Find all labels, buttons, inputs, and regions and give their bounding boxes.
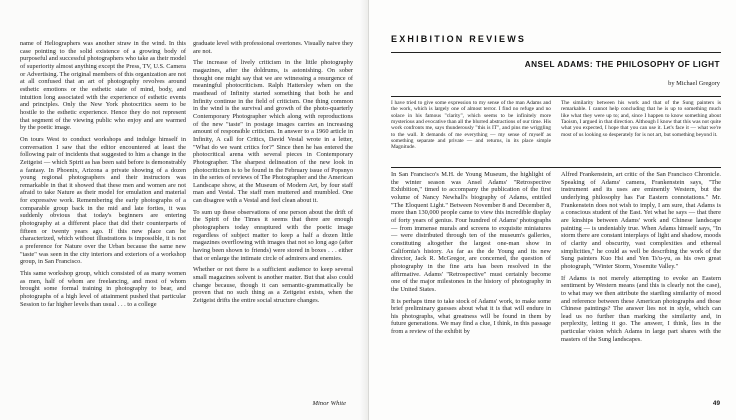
- gutter-shadow: [360, 0, 368, 420]
- section-header: EXHIBITION REVIEWS: [391, 34, 527, 44]
- intro-top-rule: [391, 96, 721, 97]
- header-rule: [391, 52, 721, 53]
- paragraph: To sum up these observations of one person about the drift of the Spirit of the Times it seems that there are enough photographers today enraptured with the poetic image regardless of subject matter to keep a half a dozen little magazines overflowing with images that not so long ago (after having been shown to friends) were stored in boxes . . . either that or enlarge the intimate circle of admirers and enemies.: [193, 208, 353, 262]
- intro-column-1: I have tried to give some expression to my sense of the man Adams and the work, which is largely one of almost terror. I find no refuge and no solace in his famous "clarity", which seems to be infinitely more mysterious and evocative than all the blurred abstractions of our time. His work confronts me, says thunderously "this is IT", and pins me wriggling to the wall. It demands of me everything — my sense of myself as something separate and private — and returns, in its place simple Magnitude.: [391, 100, 551, 151]
- paragraph: If Adams is not merely attempting to evoke an Eastern sentiment by Western means (and this is clearly not the case), to what may we then attribute the startling similarity of mood and reference between these American photographs and those Chinese paintings? The answer lies not in style, which can lead us no further than marking the similarity and, in perplexity, letting it go. The answer, I think, lies in the particular vision which Adams in large part shares with the masters of the Sung landscapes.: [561, 274, 721, 343]
- byline: by Michael Gregory: [668, 80, 720, 87]
- article-title: ANSEL ADAMS: THE PHILOSOPHY OF LIGHT: [524, 60, 720, 69]
- left-column-1: [20, 40, 186, 310]
- intro-bottom-rule: [391, 167, 721, 168]
- paragraph: Whether or not there is a sufficient audience to keep several small magazines solvent is another matter. But that also could change because, though it can semantic-grammatically be proven that no such thing as a Zeitgeist exists, when the Zeitgeist drifts the entire social structure changes.: [193, 266, 353, 304]
- right-column-2: [561, 171, 721, 345]
- paragraph: Alfred Frankenstein, art critic of the San Francisco Chronicle. Speaking of Adams' camera, Frankenstein says, "The instrument and its uses are eminently Western, but the underlying philosophy has Far Eastern connotations." Mr. Frankenstein does not wish to imply, I am sure, that Adams is a conscious student of the East. Yet what he says — that there are kinships between Adams' work and Chinese landscape painting — is undeniably true. When Adams himself says, "In storm there are constant interplays of light and shadow, moods of clarity and obscurity, vast complexities and ethereal simplicities," he could as well be describing the work of the Sung painters Kuo Hsi and Yen Ts'u-yu, as his own great photograph, "Winter Storm, Yosemite Valley.": [561, 171, 721, 270]
- paragraph: This same workshop group, which consisted of as many women as men, half of whom are freelancing, and most of whom brought some formal training in photography to bear, and photographs of a high level of attainment pushed that particular Session to far higher levels than usual . . . to a college: [20, 270, 186, 308]
- paragraph: On tours West to conduct workshops and indulge himself in conversation I saw that the editor encountered at least the following pair of incidents that suggested to him a change in the Zeitgeist — which Spirit as has been said before is demonstrably a fantasy. In Phoenix, Arizona a private showing of a dozen young regional photographers and their instructors was remarkable in that it showed that these men and women are not afraid to take Nature as their model for emulation and material for expressive work. Remembering the early photographs of a comparable group back in the mid and late forties, it was suddenly obvious that today's beginners are entering photography at a different place that did their counterparts of fifteen or twenty years ago. If this new place can be characterized, which without illustrations is impossible, it is not a preference for Nature over the Urban because the same new "taste" was seen in the city interiors and exteriors of a workshop group, in San Francisco.: [20, 135, 186, 266]
- paragraph: graduate level with professional overtones. Visually naive they are not.: [193, 40, 353, 55]
- right-column-1: [391, 171, 551, 338]
- left-column-2: [193, 40, 353, 307]
- paragraph: name of Heliographers was another straw in the wind. In this case pointing to the solid existence of a growing body of purposeful and successful photographers who take as their model of superiority almost anything except the Press, TV, U.S. Camera or Advertising. The original members of this organization are not at all confused that an art of photography revolves around esthetic emotions or the esthetic state of mind, body, and intuition long associated with the experience of esthetic events and principles. Only the New York photocritics seem to be hostile to the esthetic experience. Hence they do not represent that segment of the viewing public who enjoy and are warmed by the poetic image.: [20, 40, 186, 132]
- paragraph: In San Francisco's M.H. de Young Museum, the highlight of the winter season was Ansel Adams' "Retrospective Exhibition," timed to accompany the publication of the first volume of Nancy Newhall's biography of Adams, entitled "The Eloquent Light." Between November 8 and December 8, more than 130,000 people came to view this incredible display of forty years of genius. Four hundred of Adams' photographs — from immense murals and screens to exquisite miniatures — were distributed through ten of the museum's galleries, constituting altogether the largest one-man show in California's history. As far as the de Young and its new director, Jack R. McGregor, are concerned, the question of photography in the fine arts has been resolved in the affirmative. Adams' "Retrospective" must certainly become one of the major milestones in the history of photography in the United States.: [391, 171, 551, 293]
- page-number: 49: [712, 400, 720, 407]
- author-signature: Minor White: [312, 400, 346, 407]
- intro-column-2: The similarity between his work and that of the Sung painters is remarkable. I cannot help concluding that he is up to something much like what they were up to; and, since I happen to know something about Taoism, I argued in that direction. Although I know that this was not quite what you expected, I hope that you can use it. Let's face it — what we're most of us looking so desperately for is not art, but something beyond it.: [561, 100, 721, 138]
- paragraph: The increase of lively criticism in the little photography magazines, after the doldrums, is astonishing. On sober thought one might say that we are witnessing a resurgence of meaningful photocriticism. Ralph Hattersley when on the masthead of Infinity started something that both he and Infinity continue in the field of criticism. One thing common in the wind is the survival and growth of the photo-quarterly Contemporary Photographer which along with reproductions of the new "taste" in postage images carries an increasing amount of responsible criticism. In answer to a 1960 article in Infinity, A call for Critics, David Vestal wrote in a letter, "What do we want critics for?" Since then he has entered the photocritical arena with several pieces in Contemporary Photographer. The sharpest delineation of the new look in photocriticism is to be found in the February issue of Popsnyo in the series of reviews of The Photographer and the American Landscape show, at the Museum of Modern Art, by four staff man and Vestal. The staff men muttered and mumbled. One can disagree with a Vestal and feel clean about it.: [193, 59, 353, 205]
- right-page: [368, 0, 736, 420]
- paragraph: It is perhaps time to take stock of Adams' work, to make some brief preliminary guesses about what it is that will endure in his photographs, what greatness will be found in them by future generations. We may find a clue, I think, in this passage from a review of the exhibit by: [391, 297, 551, 336]
